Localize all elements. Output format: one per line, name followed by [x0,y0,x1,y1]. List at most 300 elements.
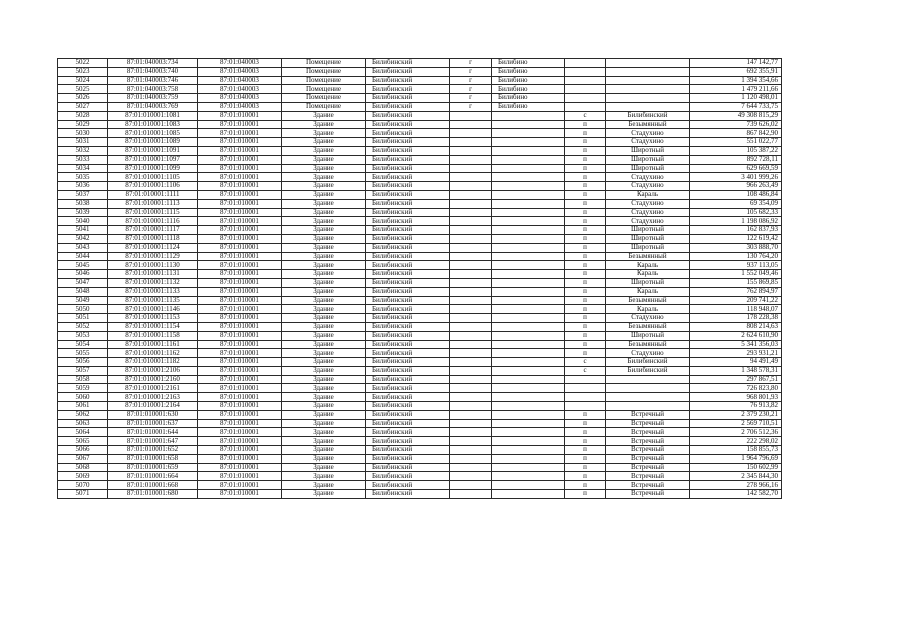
row-number-cell: 5062 [58,410,108,419]
object-type-cell: Здание [282,287,366,296]
table-row [58,76,782,85]
cadastral-block-cell: 87:01:010001 [198,393,282,402]
object-type-cell: Здание [282,270,366,279]
locality-cell: Безымянный [606,340,690,349]
settlement-cell [492,490,565,499]
cadastral-block-cell: 87:01:010001 [198,252,282,261]
settlement-type-cell [450,384,492,393]
locality-type-cell: п [565,146,606,155]
settlement-type-cell [450,129,492,138]
cadastral-value-cell: 94 491,49 [690,358,782,367]
settlement-cell [492,217,565,226]
settlement-cell [492,314,565,323]
table-row [58,252,782,261]
settlement-cell [492,428,565,437]
locality-type-cell: п [565,322,606,331]
settlement-cell [492,287,565,296]
locality-type-cell: п [565,261,606,270]
row-number-cell: 5049 [58,296,108,305]
row-number-cell: 5068 [58,463,108,472]
cadastral-block-cell: 87:01:010001 [198,120,282,129]
settlement-cell [492,437,565,446]
locality-type-cell: п [565,182,606,191]
district-cell: Билибинский [366,199,450,208]
cadastral-number-cell: 87:01:010001:2164 [108,402,198,411]
settlement-cell [492,146,565,155]
row-number-cell: 5056 [58,358,108,367]
locality-cell: Встречный [606,419,690,428]
settlement-type-cell [450,208,492,217]
settlement-type-cell: г [450,67,492,76]
settlement-cell [492,358,565,367]
object-type-cell: Здание [282,155,366,164]
district-cell: Билибинский [366,120,450,129]
cadastral-block-cell: 87:01:010001 [198,410,282,419]
object-type-cell: Здание [282,111,366,120]
cadastral-block-cell: 87:01:010001 [198,199,282,208]
cadastral-value-table [57,58,782,499]
table-row [58,199,782,208]
cadastral-number-cell: 87:01:010001:630 [108,410,198,419]
cadastral-number-cell: 87:01:010001:1113 [108,199,198,208]
row-number-cell: 5024 [58,76,108,85]
cadastral-number-cell: 87:01:010001:647 [108,437,198,446]
settlement-cell [492,261,565,270]
table-row [58,375,782,384]
cadastral-block-cell: 87:01:010001 [198,270,282,279]
cadastral-number-cell: 87:01:040003:769 [108,102,198,111]
cadastral-value-cell: 551 022,77 [690,138,782,147]
locality-type-cell: п [565,252,606,261]
locality-cell [606,402,690,411]
cadastral-number-cell: 87:01:010001:1105 [108,173,198,182]
cadastral-block-cell: 87:01:010001 [198,261,282,270]
table-row [58,349,782,358]
cadastral-number-cell: 87:01:010001:1133 [108,287,198,296]
locality-type-cell: п [565,472,606,481]
locality-cell: Стадухино [606,349,690,358]
table-row [58,428,782,437]
locality-cell [606,393,690,402]
settlement-type-cell [450,454,492,463]
cadastral-block-cell: 87:01:010001 [198,472,282,481]
table-row [58,393,782,402]
district-cell: Билибинский [366,472,450,481]
cadastral-value-cell: 3 401 999,26 [690,173,782,182]
object-type-cell: Здание [282,129,366,138]
cadastral-value-cell: 937 113,05 [690,261,782,270]
settlement-type-cell [450,331,492,340]
object-type-cell: Здание [282,349,366,358]
cadastral-block-cell: 87:01:010001 [198,287,282,296]
settlement-type-cell [450,340,492,349]
district-cell: Билибинский [366,419,450,428]
cadastral-value-cell: 155 869,85 [690,278,782,287]
table-row [58,472,782,481]
cadastral-block-cell: 87:01:010001 [198,322,282,331]
settlement-type-cell [450,270,492,279]
district-cell: Билибинский [366,287,450,296]
district-cell: Билибинский [366,261,450,270]
locality-cell: Безымянный [606,252,690,261]
row-number-cell: 5061 [58,402,108,411]
cadastral-number-cell: 87:01:010001:1182 [108,358,198,367]
settlement-cell [492,402,565,411]
locality-cell: Стадухино [606,208,690,217]
settlement-cell [492,182,565,191]
settlement-type-cell: г [450,59,492,68]
settlement-cell [492,349,565,358]
row-number-cell: 5046 [58,270,108,279]
district-cell: Билибинский [366,270,450,279]
cadastral-number-cell: 87:01:010001:1097 [108,155,198,164]
settlement-type-cell [450,419,492,428]
locality-type-cell: п [565,234,606,243]
cadastral-block-cell: 87:01:040003 [198,85,282,94]
row-number-cell: 5064 [58,428,108,437]
cadastral-block-cell: 87:01:010001 [198,173,282,182]
object-type-cell: Здание [282,393,366,402]
cadastral-value-cell: 7 644 733,75 [690,102,782,111]
cadastral-value-cell: 1 348 578,31 [690,366,782,375]
object-type-cell: Здание [282,402,366,411]
settlement-type-cell [450,349,492,358]
object-type-cell: Здание [282,164,366,173]
district-cell: Билибинский [366,190,450,199]
cadastral-value-cell: 122 619,42 [690,234,782,243]
row-number-cell: 5037 [58,190,108,199]
settlement-type-cell [450,481,492,490]
locality-type-cell: п [565,270,606,279]
settlement-type-cell [450,446,492,455]
cadastral-block-cell: 87:01:010001 [198,437,282,446]
cadastral-value-cell: 1 198 086,92 [690,217,782,226]
district-cell: Билибинский [366,173,450,182]
cadastral-value-cell: 293 931,21 [690,349,782,358]
table-row [58,305,782,314]
cadastral-value-cell: 726 823,80 [690,384,782,393]
row-number-cell: 5063 [58,419,108,428]
district-cell: Билибинский [366,410,450,419]
locality-cell: Встречный [606,490,690,499]
cadastral-value-cell: 5 341 356,03 [690,340,782,349]
table-row [58,296,782,305]
district-cell: Билибинский [366,358,450,367]
district-cell: Билибинский [366,481,450,490]
cadastral-block-cell: 87:01:010001 [198,217,282,226]
cadastral-value-cell: 105 387,22 [690,146,782,155]
object-type-cell: Здание [282,331,366,340]
cadastral-block-cell: 87:01:010001 [198,208,282,217]
locality-type-cell: п [565,410,606,419]
object-type-cell: Здание [282,120,366,129]
cadastral-block-cell: 87:01:010001 [198,138,282,147]
cadastral-block-cell: 87:01:010001 [198,129,282,138]
settlement-type-cell [450,463,492,472]
cadastral-block-cell: 87:01:010001 [198,446,282,455]
district-cell: Билибинский [366,208,450,217]
locality-type-cell: п [565,155,606,164]
object-type-cell: Здание [282,481,366,490]
table-row [58,454,782,463]
object-type-cell: Здание [282,182,366,191]
table-row [58,481,782,490]
locality-cell: Встречный [606,410,690,419]
table-row [58,102,782,111]
object-type-cell: Здание [282,314,366,323]
table-row [58,340,782,349]
settlement-type-cell [450,410,492,419]
row-number-cell: 5028 [58,111,108,120]
object-type-cell: Здание [282,410,366,419]
district-cell: Билибинский [366,94,450,103]
settlement-cell [492,463,565,472]
cadastral-number-cell: 87:01:010001:1153 [108,314,198,323]
cadastral-number-cell: 87:01:010001:2161 [108,384,198,393]
settlement-type-cell [450,120,492,129]
cadastral-block-cell: 87:01:010001 [198,463,282,472]
settlement-cell [492,305,565,314]
locality-cell: Встречный [606,428,690,437]
object-type-cell: Помещение [282,76,366,85]
row-number-cell: 5044 [58,252,108,261]
settlement-cell [492,278,565,287]
row-number-cell: 5033 [58,155,108,164]
settlement-type-cell [450,217,492,226]
object-type-cell: Здание [282,278,366,287]
cadastral-value-cell: 2 706 512,36 [690,428,782,437]
row-number-cell: 5035 [58,173,108,182]
cadastral-value-cell: 76 913,82 [690,402,782,411]
row-number-cell: 5036 [58,182,108,191]
cadastral-number-cell: 87:01:010001:644 [108,428,198,437]
cadastral-number-cell: 87:01:010001:1111 [108,190,198,199]
table-row [58,59,782,68]
cadastral-block-cell: 87:01:010001 [198,428,282,437]
cadastral-number-cell: 87:01:010001:1081 [108,111,198,120]
locality-type-cell: с [565,366,606,375]
locality-cell: Караль [606,270,690,279]
settlement-cell [492,190,565,199]
cadastral-block-cell: 87:01:040003 [198,59,282,68]
cadastral-number-cell: 87:01:010001:652 [108,446,198,455]
cadastral-number-cell: 87:01:040003:740 [108,67,198,76]
cadastral-block-cell: 87:01:010001 [198,340,282,349]
locality-cell: Широтный [606,226,690,235]
locality-type-cell: п [565,190,606,199]
cadastral-number-cell: 87:01:010001:1117 [108,226,198,235]
locality-cell [606,67,690,76]
settlement-type-cell [450,173,492,182]
object-type-cell: Здание [282,217,366,226]
table-row [58,190,782,199]
cadastral-block-cell: 87:01:010001 [198,278,282,287]
object-type-cell: Здание [282,138,366,147]
object-type-cell: Здание [282,446,366,455]
object-type-cell: Здание [282,296,366,305]
locality-cell: Встречный [606,437,690,446]
settlement-type-cell: г [450,76,492,85]
cadastral-number-cell: 87:01:010001:1131 [108,270,198,279]
locality-type-cell: п [565,278,606,287]
settlement-cell [492,296,565,305]
district-cell: Билибинский [366,393,450,402]
cadastral-number-cell: 87:01:010001:1118 [108,234,198,243]
cadastral-value-cell: 150 602,99 [690,463,782,472]
table-row [58,287,782,296]
cadastral-number-cell: 87:01:040003:746 [108,76,198,85]
locality-cell: Караль [606,261,690,270]
settlement-cell [492,270,565,279]
locality-type-cell: п [565,437,606,446]
cadastral-block-cell: 87:01:010001 [198,234,282,243]
table-row [58,226,782,235]
settlement-cell [492,472,565,481]
cadastral-value-cell: 2 569 710,51 [690,419,782,428]
row-number-cell: 5050 [58,305,108,314]
district-cell: Билибинский [366,402,450,411]
locality-type-cell [565,384,606,393]
cadastral-number-cell: 87:01:010001:1124 [108,243,198,252]
cadastral-block-cell: 87:01:010001 [198,305,282,314]
district-cell: Билибинский [366,164,450,173]
locality-cell: Широтный [606,243,690,252]
row-number-cell: 5045 [58,261,108,270]
settlement-cell [492,129,565,138]
locality-cell: Встречный [606,463,690,472]
locality-cell: Широтный [606,155,690,164]
settlement-type-cell [450,296,492,305]
cadastral-block-cell: 87:01:010001 [198,490,282,499]
cadastral-number-cell: 87:01:040003:759 [108,94,198,103]
locality-type-cell: п [565,287,606,296]
cadastral-number-cell: 87:01:010001:1089 [108,138,198,147]
locality-type-cell [565,375,606,384]
cadastral-value-cell: 1 964 796,69 [690,454,782,463]
locality-type-cell: п [565,164,606,173]
locality-type-cell: п [565,296,606,305]
locality-cell [606,384,690,393]
locality-type-cell: п [565,173,606,182]
cadastral-block-cell: 87:01:010001 [198,296,282,305]
table-row [58,358,782,367]
cadastral-block-cell: 87:01:010001 [198,182,282,191]
table-row [58,208,782,217]
settlement-type-cell [450,190,492,199]
object-type-cell: Здание [282,146,366,155]
object-type-cell: Здание [282,261,366,270]
settlement-type-cell [450,490,492,499]
locality-cell: Билибинский [606,366,690,375]
locality-cell [606,76,690,85]
row-number-cell: 5059 [58,384,108,393]
object-type-cell: Здание [282,322,366,331]
table-row [58,138,782,147]
locality-cell: Стадухино [606,138,690,147]
cadastral-block-cell: 87:01:040003 [198,102,282,111]
settlement-cell: Билибино [492,94,565,103]
cadastral-value-cell: 739 626,02 [690,120,782,129]
district-cell: Билибинский [366,375,450,384]
cadastral-value-cell: 1 394 354,66 [690,76,782,85]
district-cell: Билибинский [366,76,450,85]
locality-type-cell: п [565,226,606,235]
locality-type-cell: п [565,349,606,358]
object-type-cell: Здание [282,208,366,217]
object-type-cell: Здание [282,358,366,367]
cadastral-block-cell: 87:01:010001 [198,419,282,428]
district-cell: Билибинский [366,463,450,472]
district-cell: Билибинский [366,138,450,147]
object-type-cell: Помещение [282,94,366,103]
settlement-cell [492,419,565,428]
cadastral-number-cell: 87:01:040003:758 [108,85,198,94]
locality-cell [606,85,690,94]
table-row [58,164,782,173]
settlement-cell [492,366,565,375]
cadastral-number-cell: 87:01:010001:664 [108,472,198,481]
cadastral-value-cell: 2 379 230,21 [690,410,782,419]
cadastral-value-cell: 158 855,73 [690,446,782,455]
locality-cell: Стадухино [606,182,690,191]
table-row [58,419,782,428]
cadastral-block-cell: 87:01:010001 [198,358,282,367]
row-number-cell: 5043 [58,243,108,252]
settlement-cell [492,199,565,208]
settlement-cell: Билибино [492,76,565,85]
district-cell: Билибинский [366,217,450,226]
row-number-cell: 5022 [58,59,108,68]
row-number-cell: 5071 [58,490,108,499]
district-cell: Билибинский [366,340,450,349]
settlement-type-cell [450,155,492,164]
table-row [58,322,782,331]
cadastral-value-cell: 69 354,09 [690,199,782,208]
locality-type-cell [565,85,606,94]
row-number-cell: 5053 [58,331,108,340]
cadastral-block-cell: 87:01:010001 [198,226,282,235]
district-cell: Билибинский [366,384,450,393]
locality-cell: Широтный [606,278,690,287]
locality-type-cell: п [565,314,606,323]
locality-type-cell: с [565,358,606,367]
locality-cell: Широтный [606,164,690,173]
settlement-type-cell [450,261,492,270]
row-number-cell: 5052 [58,322,108,331]
settlement-type-cell [450,314,492,323]
row-number-cell: 5031 [58,138,108,147]
object-type-cell: Здание [282,366,366,375]
district-cell: Билибинский [366,85,450,94]
cadastral-value-cell: 629 669,59 [690,164,782,173]
object-type-cell: Здание [282,490,366,499]
table-row [58,437,782,446]
table-row [58,490,782,499]
district-cell: Билибинский [366,314,450,323]
district-cell: Билибинский [366,305,450,314]
row-number-cell: 5057 [58,366,108,375]
table-row [58,463,782,472]
cadastral-block-cell: 87:01:010001 [198,366,282,375]
district-cell: Билибинский [366,331,450,340]
row-number-cell: 5040 [58,217,108,226]
cadastral-value-cell: 278 966,16 [690,481,782,490]
settlement-type-cell [450,428,492,437]
cadastral-value-cell: 892 728,11 [690,155,782,164]
object-type-cell: Здание [282,472,366,481]
district-cell: Билибинский [366,155,450,164]
table-row [58,261,782,270]
